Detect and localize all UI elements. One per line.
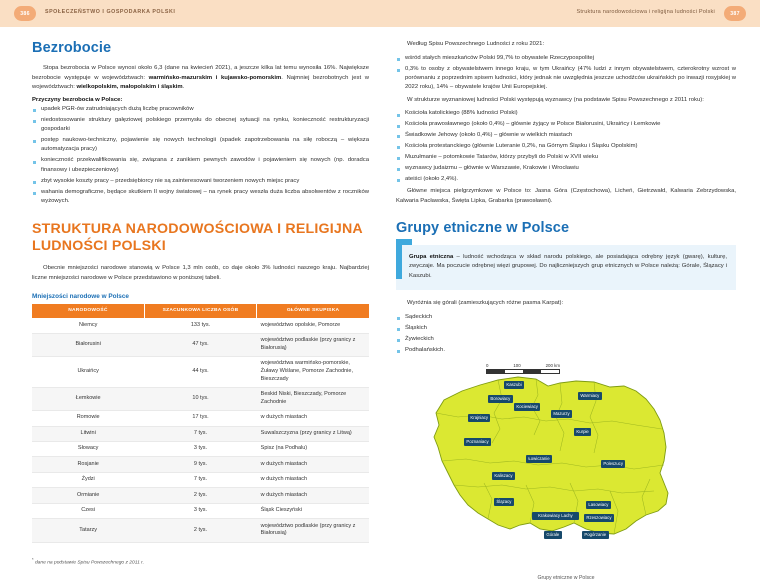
map-label-krakowiacy-lachy: Krakowiacy Lachy <box>532 512 579 520</box>
list-item: niedostosowanie struktury gałęziowej polskiego przemysłu do obecnej sytuacji na rynku, konieczność restrukturyzacji gospodarki <box>32 116 369 135</box>
scale-tick-0: 0 <box>486 363 489 369</box>
table-row <box>32 503 369 518</box>
list-item: postęp naukowo-techniczny, pojawienie się nowych technologii (spadek zapotrzebowania na siłę roboczą – większa automatyzacja pracy) <box>32 136 369 155</box>
map-label-krajniacy: Krajniacy <box>468 414 490 422</box>
map-label-lowiczanie: Łowiczanie <box>526 455 552 463</box>
cell-nationality: Niemcy <box>32 318 144 333</box>
religion-lead: W strukturze wyznaniowej ludności Polski występują wyznawcy (na podstawie Spisu Powszechnego z 2011 roku): <box>407 96 704 103</box>
map-label-gorale: Górale <box>544 531 562 539</box>
list-item: Sądeckich <box>396 313 736 322</box>
list-item: upadek PGR-ów zatrudniających dużą liczbę pracowników <box>32 105 369 114</box>
map-label-kaliszacy: Kaliszacy <box>492 472 515 480</box>
pilgrimage-text: Główne miejsca pielgrzymkowe w Polsce to: Jasna Góra (Częstochowa), Licheń, Gietrzwałd, Kalwaria Zebrzydowska, Kalwaria Pacławska, Święta Lipka, Grabarka (prawosławni). <box>396 188 736 204</box>
definition-text: – ludność wchodząca w skład narodu polskiego, ale posiadająca odrębny język (gwarę), kulturę, zwyczaje. Ma poczucie odrębnej więzi grupowej. Do najliczniejszych grup etnicznych w Polsce należą: Górale, Ślązacy i Kaszubi. <box>409 253 727 279</box>
census-lead: Według Spisu Powszechnego Ludności z roku 2021: <box>407 41 545 47</box>
table-row <box>32 318 369 333</box>
cell-count: 2 tys. <box>144 488 256 503</box>
cell-count: 133 tys. <box>144 318 256 333</box>
unemployment-intro-text: Stopa bezrobocia w Polsce wynosi około 6,3 (dane na kwiecień 2021), a jeszcze kilka lat temu wynosiła 16%. Największe bezrobocie występuje w województwach: warmińsko-mazurskim i kujawsko-pomorskim. Najmniej bezrobotnych jest w województwach: wielkopolskim, małopolskim i śląskim. <box>32 65 369 91</box>
list-item: Śląskich <box>396 324 736 333</box>
list-item: konieczność przekwalifikowania się, związana z zanikiem pewnych zawodów i pojawieniem się nowych (np. doradca finansowy i ubezpieczeniowy) <box>32 156 369 175</box>
map-label-poznaniacy: Poznaniacy <box>464 438 491 446</box>
table-row <box>32 488 369 503</box>
list-item: wśród stałych mieszkańców Polski 99,7% to obywatele Rzeczypospolitej <box>396 54 736 63</box>
cell-count: 10 tys. <box>144 387 256 410</box>
cell-regions: w dużych miastach <box>257 488 369 503</box>
table-caption: Mniejszości narodowe w Polsce <box>32 293 129 301</box>
table-row <box>32 333 369 356</box>
table-row <box>32 442 369 457</box>
religion-list <box>396 109 736 184</box>
map-label-lasowiacy: Lasowiacy <box>586 501 611 509</box>
list-item: zbyt wysokie koszty pracy – przedsiębiorcy nie są zainteresowani tworzeniem nowych miejsc pracy <box>32 177 369 186</box>
unemployment-heading: Bezrobocie <box>32 40 112 56</box>
definition-paragraph <box>409 253 727 282</box>
definition-term: Grupa etniczna <box>409 253 454 260</box>
list-item: Żywieckich <box>396 335 736 344</box>
cell-nationality: Romowie <box>32 411 144 426</box>
cell-regions: w dużych miastach <box>257 472 369 487</box>
footnote-marker: * <box>32 556 34 562</box>
map-label-kaszubi: Kaszubi <box>504 381 524 389</box>
map-label-kurpie: Kurpie <box>574 428 591 436</box>
map-label-poleszucy: Poleszucy <box>601 460 625 468</box>
scale-tick-100: 100 <box>513 363 521 369</box>
table-row <box>32 387 369 410</box>
list-item: Kościoła prawosławnego (około 0,4%) – głównie żyjący w Polsce Białorusini, Ukraińcy i Łemkowie <box>396 120 736 129</box>
table-row <box>32 457 369 472</box>
map-label-mazurzy: Mazurzy <box>551 410 572 418</box>
list-item: Muzułmanie – potomkowie Tatarów, którzy przybyli do Polski w XVII wieku <box>396 153 736 162</box>
footnote-text: dane na podstawie Spisu Powszechnego z 2011 r. <box>34 560 144 566</box>
cell-count: 3 tys. <box>144 503 256 518</box>
list-item: Świadkowie Jehowy (około 0,4%) – głównie w wielkich miastach <box>396 131 736 140</box>
running-header <box>0 0 760 27</box>
left-column <box>32 40 369 565</box>
cell-regions: Śląsk Cieszyński <box>257 503 369 518</box>
list-item: Kościoła protestanckiego (głównie Luteranie 0,2%, na Górnym Śląsku i Śląsku Opolskim) <box>396 142 736 151</box>
section-intro: Obecnie mniejszości narodowe stanowią w Polsce 1,3 mln osób, co daje około 3% ludności naszego kraju. Najbardziej liczne mniejszości narodowe w Polsce przedstawiono w poniższej tabeli. <box>32 265 369 281</box>
map-label-rzeszowiacy: Rzeszowiacy <box>584 514 614 522</box>
cell-count: 3 tys. <box>144 442 256 457</box>
list-item: 0,3% to osoby z obywatelstwem innego kraju, w tym Ukraińcy (47% ludzi z innym obywatelstwem, czterokrotny wzrost w porównaniu z poprzednim spisem ludności, który jednak nie uwzględnia jeszcze uchodźców ukraińskich po inwazji rosyjskiej w 2022 roku), 14% – obywatele krajów Unii Europejskiej. <box>396 65 736 93</box>
poland-ethnic-map <box>396 359 736 574</box>
map-label-warmiacy: Warmiacy <box>578 392 602 400</box>
cell-count: 9 tys. <box>144 457 256 472</box>
table-row <box>32 472 369 487</box>
cell-nationality: Tatarzy <box>32 519 144 542</box>
map-label-slazacy: Ślązacy <box>494 498 514 506</box>
header-title-right: Struktura narodowościowa i religijna ludności Polski <box>576 9 715 15</box>
column-header-nationality: NARODOWOŚĆ <box>32 304 144 318</box>
right-column <box>396 40 736 581</box>
causes-list <box>32 105 369 207</box>
cell-count: 44 tys. <box>144 357 256 388</box>
cell-count: 2 tys. <box>144 519 256 542</box>
cell-nationality: Słowacy <box>32 442 144 457</box>
causes-label: Przyczyny bezrobocia w Polsce: <box>32 96 123 103</box>
map-label-kociewiacy: Kociewiacy <box>514 403 540 411</box>
list-item: Kościoła katolickiego (88% ludności Polski) <box>396 109 736 118</box>
cell-count: 17 tys. <box>144 411 256 426</box>
cell-regions: województwo opolskie, Pomorze <box>257 318 369 333</box>
list-item: wyznawcy judaizmu – głównie w Warszawie, Krakowie i Wrocławiu <box>396 164 736 173</box>
table-row <box>32 357 369 388</box>
cell-nationality: Litwini <box>32 426 144 441</box>
table-header-row <box>32 304 369 318</box>
cell-nationality: Ormianie <box>32 488 144 503</box>
cell-count: 7 tys. <box>144 426 256 441</box>
cell-regions: w dużych miastach <box>257 411 369 426</box>
list-item: wahania demograficzne, będące skutkiem II wojny światowej – na rynek pracy weszła duża liczba absolwentów z roczników wyżowych. <box>32 188 369 207</box>
table-footnote <box>32 557 369 566</box>
column-header-count: SZACUNKOWA LICZBA OSÓB <box>144 304 256 318</box>
cell-count: 47 tys. <box>144 333 256 356</box>
cell-regions: Beskid Niski, Bieszczady, Pomorze Zachodnie <box>257 387 369 410</box>
cell-regions: Suwalszczyzna (przy granicy z Litwą) <box>257 426 369 441</box>
definition-box <box>396 245 736 291</box>
cell-nationality: Ukraińcy <box>32 357 144 388</box>
cell-nationality: Białorusini <box>32 333 144 356</box>
map-caption: Grupy etniczne w Polsce <box>537 575 595 581</box>
map-label-pogorzanie: Pogórzanie <box>582 531 609 539</box>
cell-regions: w dużych miastach <box>257 457 369 472</box>
cell-nationality: Czesi <box>32 503 144 518</box>
ethnic-groups-heading: Grupy etniczne w Polsce <box>396 219 570 236</box>
highlanders-list <box>396 313 736 355</box>
cell-regions: województwo podlaskie (przy granicy z Białorusią) <box>257 519 369 542</box>
cell-count: 7 tys. <box>144 472 256 487</box>
page-title: STRUKTURA NARODOWOŚCIOWA I RELIGIJNA LUDNOŚCI POLSKI <box>32 220 363 254</box>
list-item: ateiści (około 2,4%). <box>396 175 736 184</box>
header-title-left: SPOŁECZEŃSTWO I GOSPODARKA POLSKI <box>45 9 176 15</box>
cell-nationality: Żydzi <box>32 472 144 487</box>
list-item: Podhalańskich. <box>396 346 736 355</box>
cell-nationality: Rosjanie <box>32 457 144 472</box>
table-row <box>32 426 369 441</box>
page-number-left: 386 <box>14 6 36 21</box>
map-label-borowiacy: Borowiacy <box>488 395 513 403</box>
corner-accent-vertical <box>396 239 402 279</box>
scale-tick-200: 200 km <box>545 363 560 369</box>
cell-regions: województwa warmińsko-pomorskie, Żuławy Wiślane, Pomorze Zachodnie, Bieszczady <box>257 357 369 388</box>
cell-nationality: Łemkowie <box>32 387 144 410</box>
table-row <box>32 411 369 426</box>
unemployment-intro <box>32 64 369 93</box>
census-list <box>396 54 736 93</box>
highlanders-lead: Wyróżnia się górali (zamieszkujących różne pasma Karpat): <box>407 300 564 307</box>
minorities-table <box>32 304 369 542</box>
page-number-right: 387 <box>724 6 746 21</box>
cell-regions: województwo podlaskie (przy granicy z Białorusią) <box>257 333 369 356</box>
table-row <box>32 519 369 542</box>
column-header-regions: GŁÓWNE SKUPISKA <box>257 304 369 318</box>
cell-regions: Spisz (na Podhalu) <box>257 442 369 457</box>
